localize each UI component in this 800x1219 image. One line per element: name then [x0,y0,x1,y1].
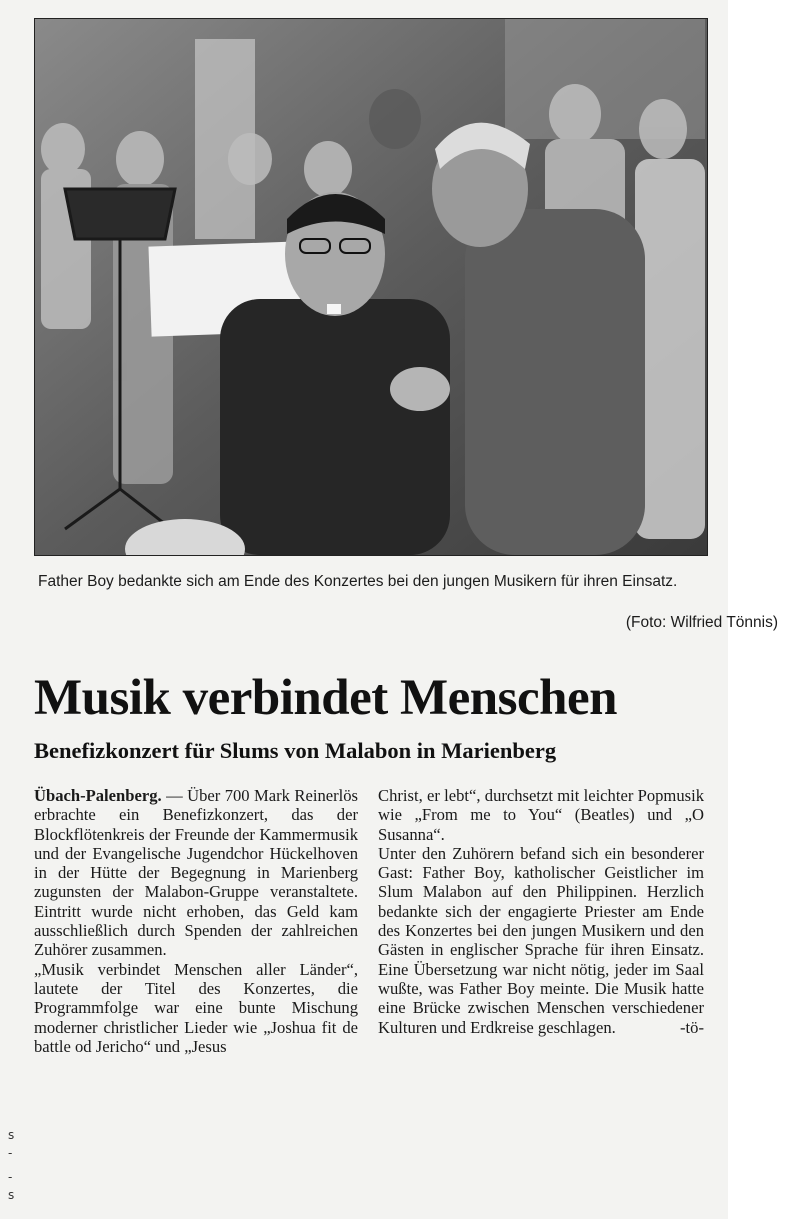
article-column-2 [378,786,704,1037]
paragraph: „Musik verbindet Menschen aller Länder“, lautete der Titel des Konzertes, die Programmfolge war eine bunte Mischung moderner christlicher Lieder wie „Joshua fit de battle od Jericho“ und „Jesus [34,959,358,1056]
author-signature: -tö- [680,1017,704,1037]
article-column-1 [34,786,358,1056]
dateline: Übach-Palenberg. [34,786,162,805]
photo-caption: Father Boy bedankte sich am Ende des Konzertes bei den jungen Musikern für ihren Einsatz. [38,573,678,590]
headline: Musik verbindet Menschen [34,670,618,726]
article-photo [34,18,708,556]
photo-credit: (Foto: Wilfried Tönnis) [625,614,778,631]
margin-mark: - [8,1170,13,1184]
scan-margin [728,0,800,1219]
margin-mark: - [8,1146,13,1160]
paragraph [378,844,704,1037]
margin-mark: s [8,1128,15,1142]
subheadline: Benefizkonzert für Slums von Malabon in Marienberg [34,738,557,763]
paragraph-text: Unter den Zuhörern befand sich ein besonderer Gast: Father Boy, katholischer Geistlicher im Slum Malabon auf den Philippinen. Herzlich bedankte sich der engagierte Priester am Ende des Konzertes bei den jungen Musikern und den Gästen in englischer Sprache für ihren Einsatz. Eine Übersetzung war nicht nötig, jeder im Saal wußte, was Father Boy meinte. Die Musik hatte eine Brücke zwischen Menschen verschiedener Kulturen und Erdkreise geschlagen. [378,843,704,1037]
paragraph: Christ, er lebt“, durchsetzt mit leichter Popmusik wie „From me to You“ (Beatles) und „O Susanna“. [378,786,704,844]
margin-mark: s [8,1188,15,1202]
paragraph-text: — Über 700 Mark Reinerlös erbrachte ein Benefizkonzert, das der Blockflötenkreis der Freunde der Kammermusik und der Evangelische Jugendchor Hückelhoven in der Hütte der Begegnung in Marienberg zugunsten der Malabon-Gruppe veranstaltete. Eintritt wurde nicht erhoben, das Geld kam ausschließlich durch Spenden der zahlreichen Zuhörer zusammen. [34,786,358,960]
paragraph [34,786,358,960]
